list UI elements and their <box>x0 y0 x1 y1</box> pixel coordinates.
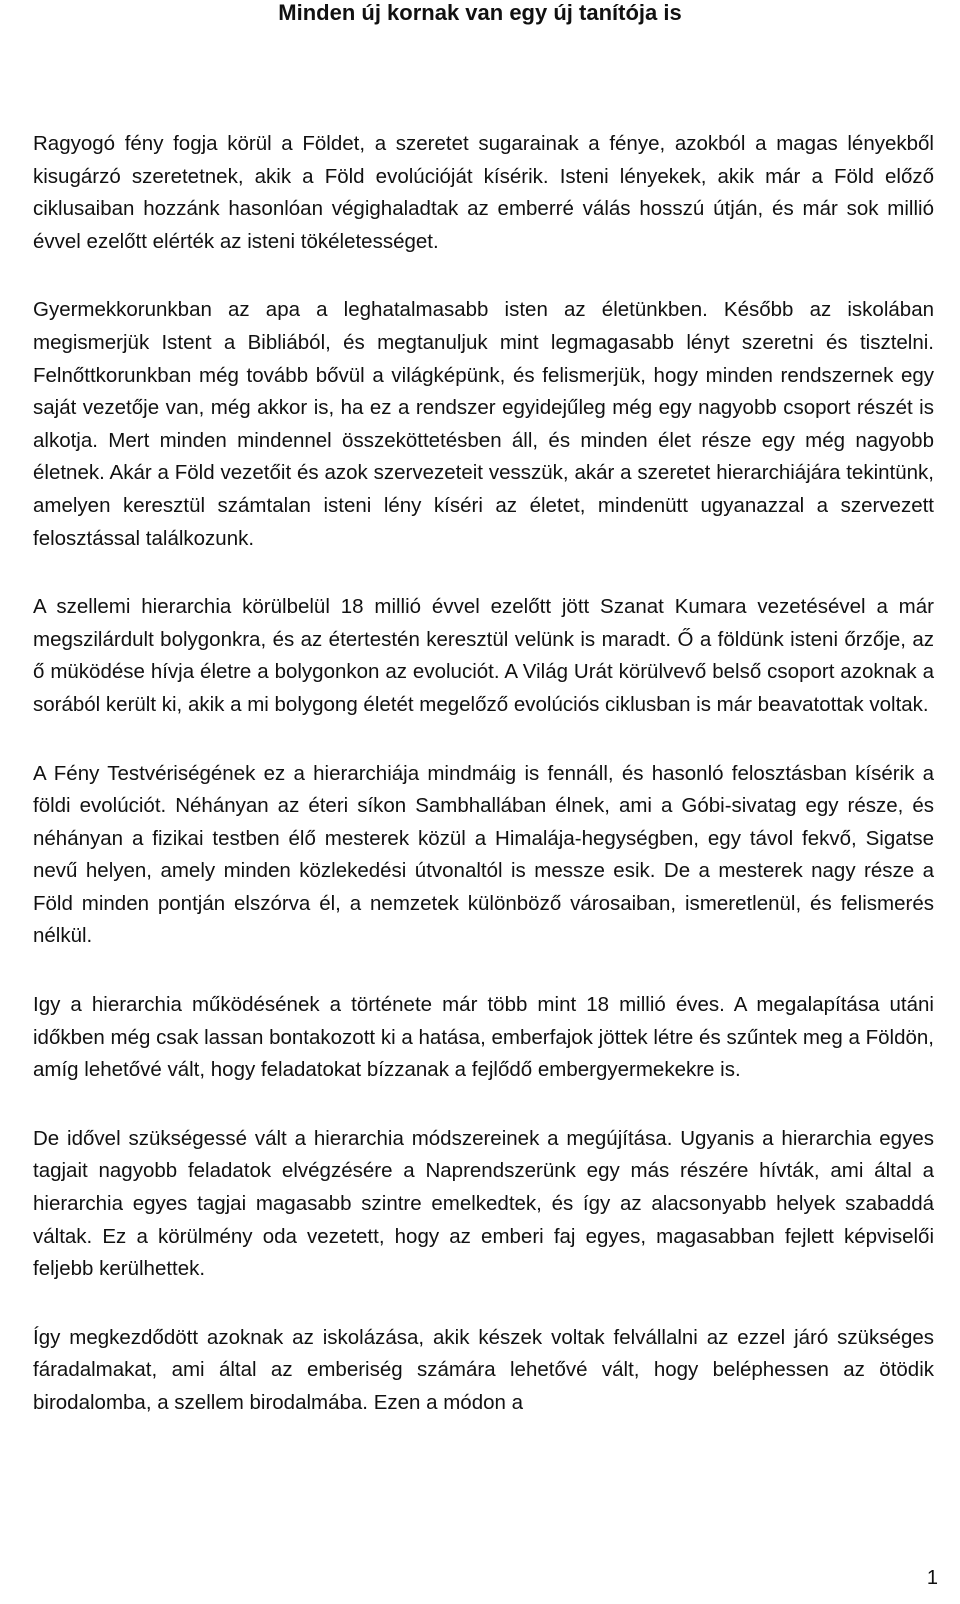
document-body <box>33 128 934 1456</box>
paragraph-3: A szellemi hierarchia körülbelül 18 millió évvel ezelőtt jött Szanat Kumara vezetésével a már megszilárdult bolygonkra, és az étertestén keresztül velünk is maradt. Ő a földünk isteni őrzője, az ő müködése hívja életre a bolygonkon az evoluciót. A Világ Urát körülvevő belső csoport azoknak a sorából került ki, akik a mi bolygong életét megelőző evolúciós ciklusban is már beavatottak voltak. <box>33 595 934 716</box>
paragraph-7: Így megkezdődött azoknak az iskolázása, akik készek voltak felvállalni az ezzel járó szükséges fáradalmakat, ami által az emberiség számára lehetővé vált, hogy beléphessen az ötödik birodalomba, a szellem birodalmába. Ezen a módon a <box>33 1325 934 1414</box>
paragraph-4: A Fény Testvériségének ez a hierarchiája mindmáig is fennáll, és hasonló felosztásban kísérik a földi evolúciót. Néhányan az éteri síkon Sambhallában élnek, ami a Góbi-sivatag egy része, és néhányan a fizikai testben élő mesterek közül a Himalája-hegységben, egy távol fekvő, Sigatse nevű helyen, amely minden közlekedési útvonaltól is messze esik. De a mesterek nagy része a Föld minden pontján elszórva él, a nemzetek különböző városaiban, ismeretlenül, és felismerés nélkül. <box>33 761 934 948</box>
paragraph-1: Ragyogó fény fogja körül a Földet, a szeretet sugarainak a fénye, azokból a magas lényekből kisugárzó szeretetnek, akik a Föld evolúcióját kísérik. Isteni lényekek, akik már a Föld előző ciklusaiban hozzánk hasonlóan végighaladtak az emberré válás hosszú útján, és már sok millió évvel ezelőtt elérték az isteni tökéletességet. <box>33 132 934 253</box>
page-number: 1 <box>926 1567 938 1589</box>
paragraph-5: Igy a hierarchia működésének a története már több mint 18 millió éves. A megalapítása utáni időkben még csak lassan bontakozott ki a hatása, emberfajok jöttek létre és szűntek meg a Földön, amíg lehetővé vált, hogy feladatokat bízzanak a fejlődő embergyermekekre is. <box>33 993 934 1082</box>
paragraph-6: De idővel szükségessé vált a hierarchia módszereinek a megújítása. Ugyanis a hierarchia egyes tagjait nagyobb feladatok elvégzésére a Naprendszerünk egy más részére hívták, ami által a hierarchia egyes tagjai magasabb szintre emelkedtek, és így az alacsonyabb helyek szabaddá váltak. Ez a körülmény oda vezetett, hogy az emberi faj egyes, magasabban fejlett képviselői feljebb kerülhettek. <box>33 1126 934 1281</box>
document-title: Minden új kornak van egy új tanítója is <box>278 0 682 25</box>
paragraph-2: Gyermekkorunkban az apa a leghatalmasabb isten az életünkben. Később az iskolában megismerjük Istent a Bibliából, és megtanuljuk mint legmagasabb lényt szeretni és tisztelni. Felnőttkorunkban még tovább bővül a világképünk, és felismerjük, hogy minden rendszernek egy saját vezetője van, még akkor is, ha ez a rendszer egyidejűleg még egy nagyobb csoport részét is alkotja. Mert minden mindennel összeköttetésben áll, és minden élet része egy még nagyobb életnek. Akár a Föld vezetőit és azok szervezeteit vesszük, akár a szeretet hierarchiájára tekintünk, amelyen keresztül számtalan isteni lény kíséri az életet, mindenütt ugyanazzal a szervezett felosztással találkozunk. <box>33 298 934 550</box>
